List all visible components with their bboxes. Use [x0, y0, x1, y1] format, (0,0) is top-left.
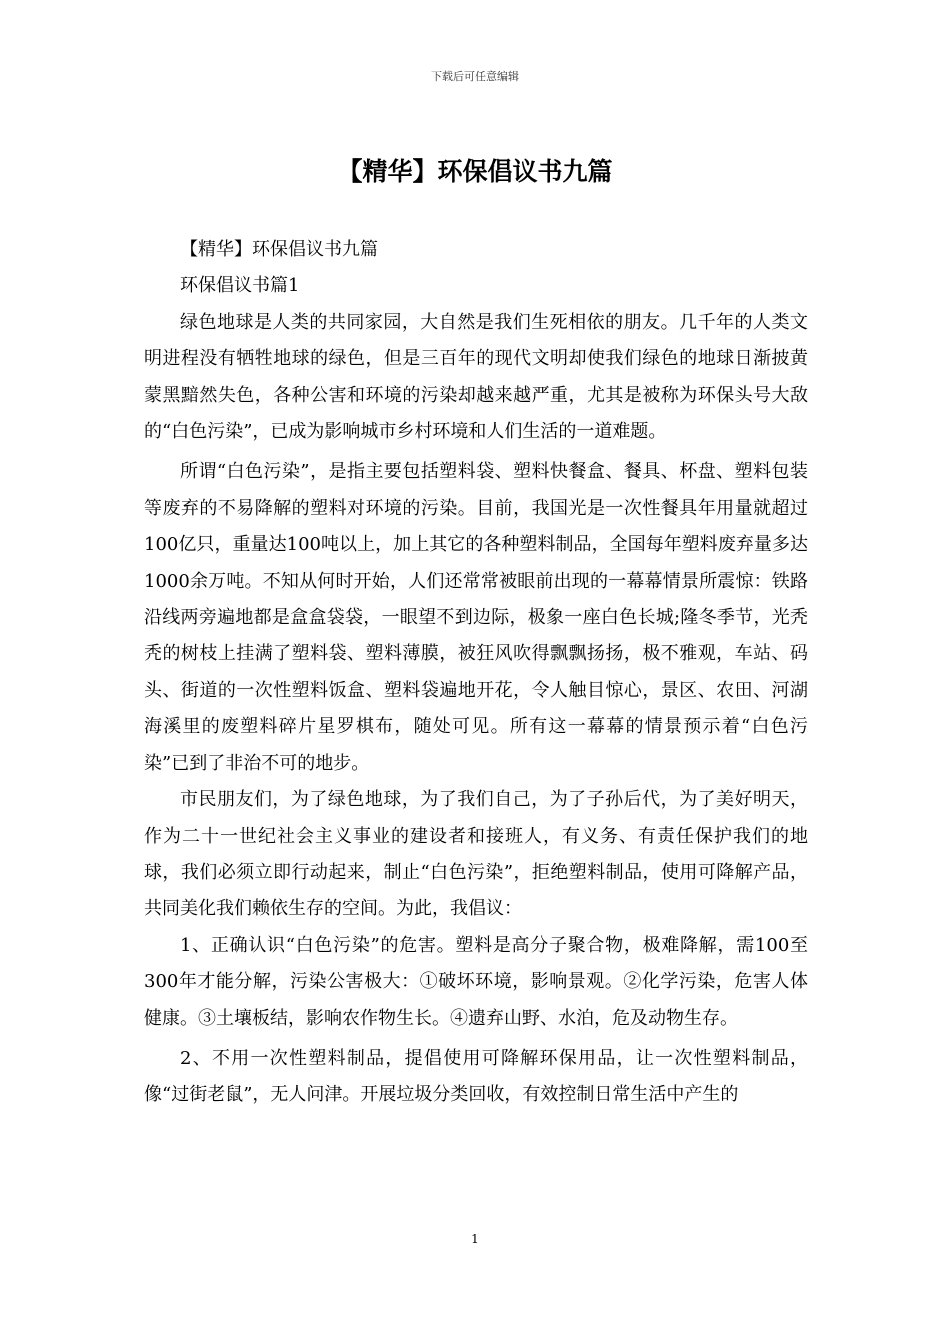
paragraph: 1、正确认识“白色污染”的危害。塑料是高分子聚合物，极难降解，需100至300年才能分解，污染公害极大：①破坏环境，影响景观。②化学污染，危害人体健康。③土壤板结，影响农作物生长。④遗弃山野、水泊，危及动物生存。: [144, 934, 808, 1029]
paragraph: 2、不用一次性塑料制品，提倡使用可降解环保用品，让一次性塑料制品，像“过街老鼠”，无人问津。开展垃圾分类回收，有效控制日常生活中产生的: [144, 1047, 808, 1106]
document-body: [144, 232, 808, 1114]
document-title: 【精华】环保倡议书九篇: [337, 157, 613, 186]
paragraph: 所谓“白色污染”，是指主要包括塑料袋、塑料快餐盒、餐具、杯盘、塑料包装等废弃的不易降解的塑料对环境的污染。目前，我国光是一次性餐具年用量就超过100亿只，重量达100吨以上，加上其它的各种塑料制品，全国每年塑料废弃量多达1000余万吨。不知从何时开始，人们还常常被眼前出现的一幕幕情景所震惊：铁路沿线两旁遍地都是盒盒袋袋，一眼望不到边际，极象一座白色长城;隆冬季节，光秃秃的树枝上挂满了塑料袋、塑料薄膜，被狂风吹得飘飘扬扬，极不雅观，车站、码头、街道的一次性塑料饭盒、塑料袋遍地开花，令人触目惊心，景区、农田、河湖海溪里的废塑料碎片星罗棋布，随处可见。所有这一幕幕的情景预示着“白色污染”已到了非治不可的地步。: [144, 461, 808, 774]
paragraph: 绿色地球是人类的共同家园，大自然是我们生死相依的朋友。几千年的人类文明进程没有牺牲地球的绿色，但是三百年的现代文明却使我们绿色的地球日渐披黄蒙黑黯然失色，各种公害和环境的污染却越来越严重，尤其是被称为环保头号大敌的“白色污染”，已成为影响城市乡村环境和人们生活的一道难题。: [144, 311, 808, 443]
header-note: 下载后可任意编辑: [431, 70, 519, 83]
paragraph-subtitle: 【精华】环保倡议书九篇: [180, 239, 378, 260]
paragraph-section-heading: 环保倡议书篇1: [180, 275, 300, 297]
paragraph: 市民朋友们，为了绿色地球，为了我们自己，为了子孙后代，为了美好明天，作为二十一世纪社会主义事业的建设者和接班人，有义务、有责任保护我们的地球，我们必须立即行动起来，制止“白色污染”，拒绝塑料制品，使用可降解产品，共同美化我们赖依生存的空间。为此，我倡议：: [144, 789, 808, 920]
page-number: 1: [471, 1232, 479, 1246]
